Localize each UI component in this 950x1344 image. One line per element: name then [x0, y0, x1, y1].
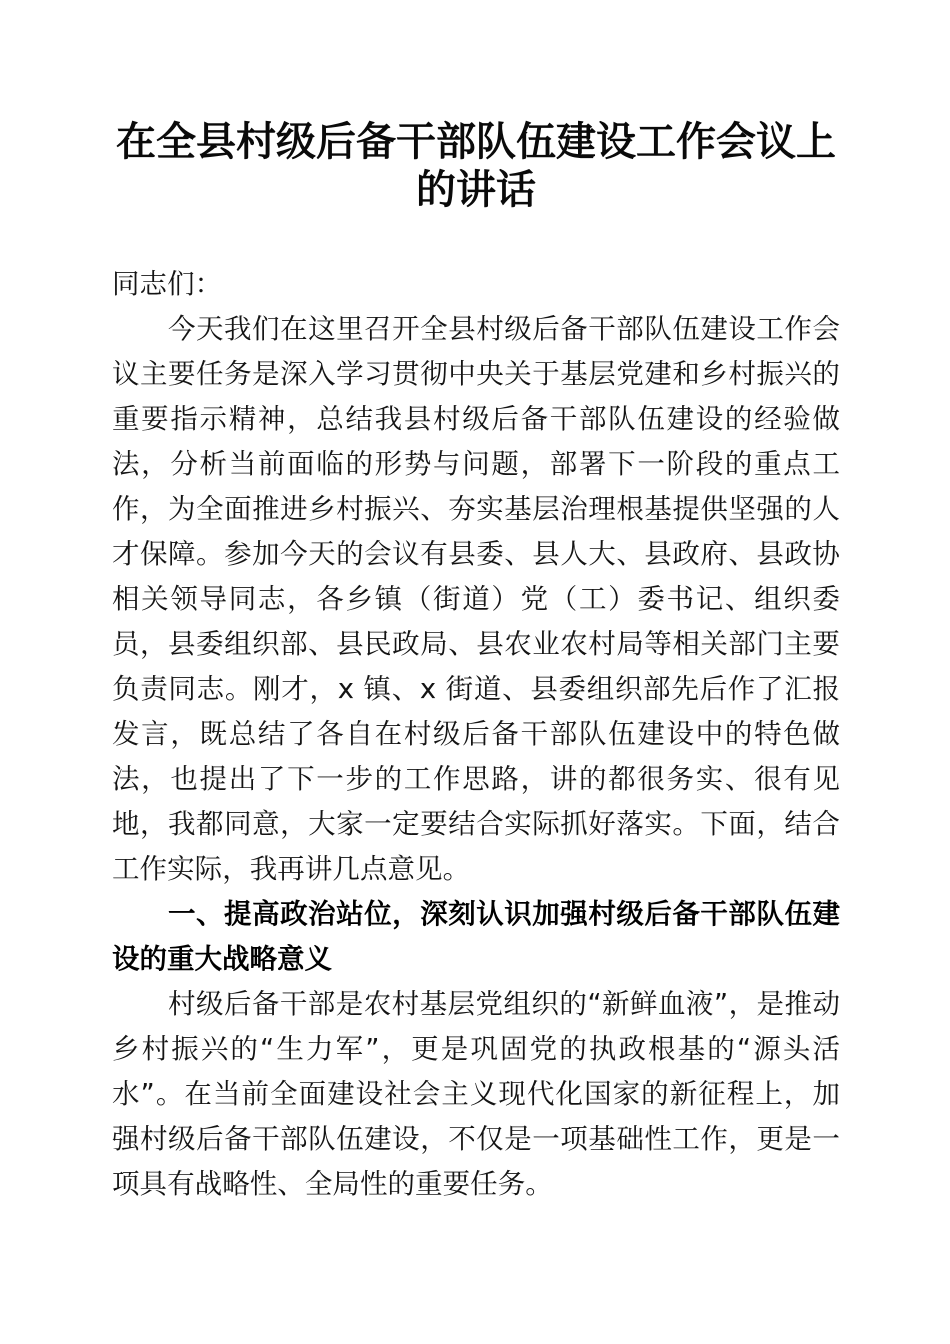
section-heading-1: 一、提高政治站位，深刻认识加强村级后备干部队伍建设的重大战略意义: [112, 898, 840, 975]
opening-paragraph: 今天我们在这里召开全县村级后备干部队伍建设工作会议主要任务是深入学习贯彻中央关于基层党建和乡村振兴的重要指示精神，总结我县村级后备干部队伍建设的经验做法，分析当前面临的形势与问题，部署下一阶段的重点工作，为全面推进乡村振兴、夯实基层治理根基提供坚强的人才保障。参加今天的会议有县委、县人大、县政府、县政协相关领导同志，各乡镇（街道）党（工）委书记、组织委员，县委组织部、县民政局、县农业农村局等相关部门主要负责同志。刚才，x 镇、x 街道、县委组织部先后作了汇报发言，既总结了各自在村级后备干部队伍建设中的特色做法，也提出了下一步的工作思路，讲的都很务实、很有见地，我都同意，大家一定要结合实际抓好落实。下面，结合工作实际，我再讲几点意见。: [112, 313, 840, 885]
document-content-area: [112, 118, 840, 1207]
salutation: 同志们：: [112, 268, 223, 300]
document-title: 在全县村级后备干部队伍建设工作会议上的讲话: [116, 118, 836, 213]
title-body-spacer: [112, 214, 840, 262]
section-1-paragraph-1: 村级后备干部是农村基层党组织的“新鲜血液”，是推动乡村振兴的“生力军”，更是巩固党的执政根基的“源头活水”。在当前全面建设社会主义现代化国家的新征程上，加强村级后备干部队伍建设，不仅是一项基础性工作，更是一项具有战略性、全局性的重要任务。: [112, 988, 840, 1200]
